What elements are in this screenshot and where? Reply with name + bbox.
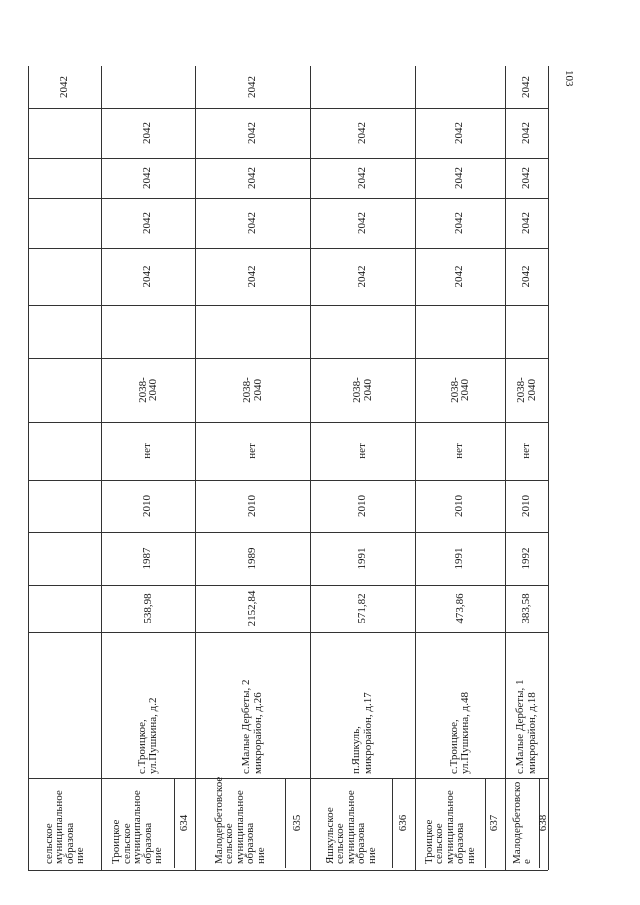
year5-cell: [415, 108, 505, 158]
area-cell: [505, 585, 548, 632]
org-cell: [505, 778, 539, 868]
year2-cell: [195, 248, 310, 305]
row-index-cell: [536, 778, 549, 868]
row-index-cell: [485, 778, 505, 868]
table-rule: [28, 480, 101, 481]
plan-period-cell-text: 2038- 2040: [515, 377, 538, 403]
year5-cell-text: 2042: [141, 122, 154, 144]
row-index-cell-text: 636: [396, 814, 409, 832]
plan-period-cell: [310, 358, 415, 422]
year1-cell: [415, 305, 505, 358]
year4-cell: [101, 158, 195, 198]
table-rule: [28, 66, 29, 870]
address-cell: [101, 632, 195, 778]
year5-cell-text: 2042: [519, 122, 532, 144]
row-index-cell-text: 637: [488, 814, 501, 832]
year6-cell: [415, 66, 505, 108]
row-index-cell: [174, 778, 195, 868]
flag-cell-text: нет: [355, 443, 368, 459]
area-cell-text: 571,82: [356, 593, 369, 624]
row-index-cell-text: 634: [177, 814, 190, 832]
org-cell: [195, 778, 285, 868]
year1-cell: [310, 305, 415, 358]
year2-cell-text: 2042: [453, 265, 466, 288]
year5-cell: [195, 108, 310, 158]
year-survey-cell: [195, 480, 310, 532]
year-built-cell: [310, 532, 415, 585]
flag-cell: [101, 422, 195, 480]
org-cell-text: Яшкульское сельское муниципальное образова ние: [323, 790, 378, 864]
org-cell: [415, 778, 485, 868]
page-number: 103: [563, 70, 575, 87]
year-survey-cell: [101, 480, 195, 532]
address-cell-text: с.Малые Дербеты, 1 микрорайон, д.18: [514, 679, 538, 774]
area-cell-text: 473,86: [453, 593, 466, 624]
year3-cell: [195, 198, 310, 248]
year6-cell: [505, 66, 548, 108]
year3-cell: [310, 198, 415, 248]
flag-cell-text: нет: [141, 443, 154, 459]
year2-cell-text: 2042: [355, 265, 368, 288]
org-cell-top: [28, 778, 101, 868]
area-cell-text: 2152,84: [246, 590, 259, 627]
area-cell: [310, 585, 415, 632]
year2-cell-text: 2042: [141, 265, 154, 288]
year3-cell-text: 2042: [519, 212, 532, 234]
year-survey-cell-text: 2010: [141, 495, 154, 517]
table-rule: [28, 198, 101, 199]
year-survey-cell: [505, 480, 548, 532]
org-cell-text: Троицкое сельское муниципальное образова ние: [422, 790, 477, 864]
year1-cell: [101, 305, 195, 358]
address-cell: [310, 632, 415, 778]
year-built-cell: [101, 532, 195, 585]
year3-cell-text: 2042: [141, 212, 154, 234]
year3-cell: [101, 198, 195, 248]
row-index-cell: [285, 778, 310, 868]
table-rule: [28, 158, 101, 159]
year1-cell: [505, 305, 548, 358]
row-index-cell: [392, 778, 415, 868]
flag-cell: [310, 422, 415, 480]
address-cell: [195, 632, 310, 778]
area-cell: [101, 585, 195, 632]
year-survey-cell: [310, 480, 415, 532]
year2-cell: [415, 248, 505, 305]
year2-cell: [310, 248, 415, 305]
year6-cell-text: 2042: [245, 76, 258, 98]
year4-cell-text: 2042: [355, 167, 368, 189]
table-rule: [28, 358, 101, 359]
year-built-cell-text: 1992: [519, 547, 532, 570]
org-cell-text: Троицкое сельское муниципальное образова ние: [110, 790, 165, 864]
plan-period-cell-text: 2038- 2040: [136, 377, 159, 403]
table-rule: [28, 422, 101, 423]
year4-cell-text: 2042: [245, 167, 258, 189]
flag-cell-text: нет: [245, 443, 258, 459]
address-cell-text: с.Малые Дербеты, 2 микрорайон, д.26: [240, 679, 264, 774]
area-cell-text: 383,58: [520, 593, 533, 624]
org-cell-text: Малодербетовско е: [510, 781, 533, 864]
year-built-cell-text: 1991: [453, 547, 466, 570]
year-built-cell-text: 1991: [355, 547, 368, 570]
org-cell-top-text: сельское муниципальное образова ние: [42, 790, 86, 864]
year3-cell: [505, 198, 548, 248]
table-rule: [28, 585, 101, 586]
year5-cell-text: 2042: [245, 122, 258, 144]
year2-cell: [101, 248, 195, 305]
year-survey-cell-text: 2010: [355, 495, 368, 517]
table-rule: [28, 632, 101, 633]
year5-cell-text: 2042: [453, 122, 466, 144]
plan-period-cell-text: 2038- 2040: [351, 377, 374, 403]
year3-cell-text: 2042: [245, 212, 258, 234]
org-cell: [310, 778, 392, 868]
year3-cell-text: 2042: [355, 212, 368, 234]
year2-cell-text: 2042: [519, 265, 532, 288]
year4-cell-text: 2042: [453, 167, 466, 189]
area-cell: [415, 585, 505, 632]
address-cell: [505, 632, 548, 778]
year-survey-cell-text: 2010: [245, 495, 258, 517]
table-rule: [28, 108, 101, 109]
year4-cell: [505, 158, 548, 198]
year6-cell: [195, 66, 310, 108]
row-index-cell-text: 635: [290, 814, 303, 832]
address-cell: [415, 632, 505, 778]
year-built-cell-text: 1987: [141, 547, 154, 570]
year1-cell: [195, 305, 310, 358]
address-cell-text: п.Яшкуль, микрорайон, д.17: [350, 692, 374, 774]
flag-cell: [195, 422, 310, 480]
year6-cell-text: 2042: [519, 76, 532, 98]
year-survey-cell-text: 2010: [519, 495, 532, 517]
plan-period-cell: [195, 358, 310, 422]
plan-period-cell: [505, 358, 548, 422]
year4-cell: [310, 158, 415, 198]
table-rule: [28, 870, 548, 871]
year-built-cell: [195, 532, 310, 585]
area-cell-text: 538,98: [141, 593, 154, 624]
org-cell-text: Малодербетовское сельское муниципальное образова ние: [212, 776, 267, 864]
flag-cell: [415, 422, 505, 480]
address-cell-text: с.Троицкое, ул.Пушкина, д.48: [447, 691, 471, 774]
year-built-cell: [415, 532, 505, 585]
year3-cell: [415, 198, 505, 248]
year5-cell-text: 2042: [355, 122, 368, 144]
year4-cell-text: 2042: [519, 167, 532, 189]
table-rule: [548, 66, 549, 870]
org-cell: [101, 778, 174, 868]
year5-cell: [101, 108, 195, 158]
area-cell: [195, 585, 310, 632]
year4-cell: [195, 158, 310, 198]
flag-cell-text: нет: [453, 443, 466, 459]
year2-cell: [505, 248, 548, 305]
year5-cell: [505, 108, 548, 158]
table-rule: [28, 305, 101, 306]
flag-cell: [505, 422, 548, 480]
year4-cell-text: 2042: [141, 167, 154, 189]
year-survey-cell-text: 2010: [453, 495, 466, 517]
plan-period-cell-text: 2038- 2040: [241, 377, 264, 403]
year-built-cell-text: 1989: [245, 547, 258, 570]
year2-cell-text: 2042: [245, 265, 258, 288]
year3-cell-text: 2042: [453, 212, 466, 234]
plan-period-cell: [415, 358, 505, 422]
year5-cell: [310, 108, 415, 158]
table-rule: [28, 248, 101, 249]
year6-cell: [310, 66, 415, 108]
year4-cell: [415, 158, 505, 198]
year-survey-cell: [415, 480, 505, 532]
year-built-cell: [505, 532, 548, 585]
year6-cell: [101, 66, 195, 108]
year-cell-top: [28, 66, 101, 108]
year-cell-top-text: 2042: [57, 76, 70, 98]
row-index-cell-text: 638: [536, 814, 549, 832]
plan-period-cell: [101, 358, 195, 422]
flag-cell-text: нет: [519, 443, 532, 459]
table-rule: [28, 532, 101, 533]
plan-period-cell-text: 2038- 2040: [448, 377, 471, 403]
address-cell-text: с.Троицкое, ул.Пушкина, д.2: [135, 697, 159, 774]
